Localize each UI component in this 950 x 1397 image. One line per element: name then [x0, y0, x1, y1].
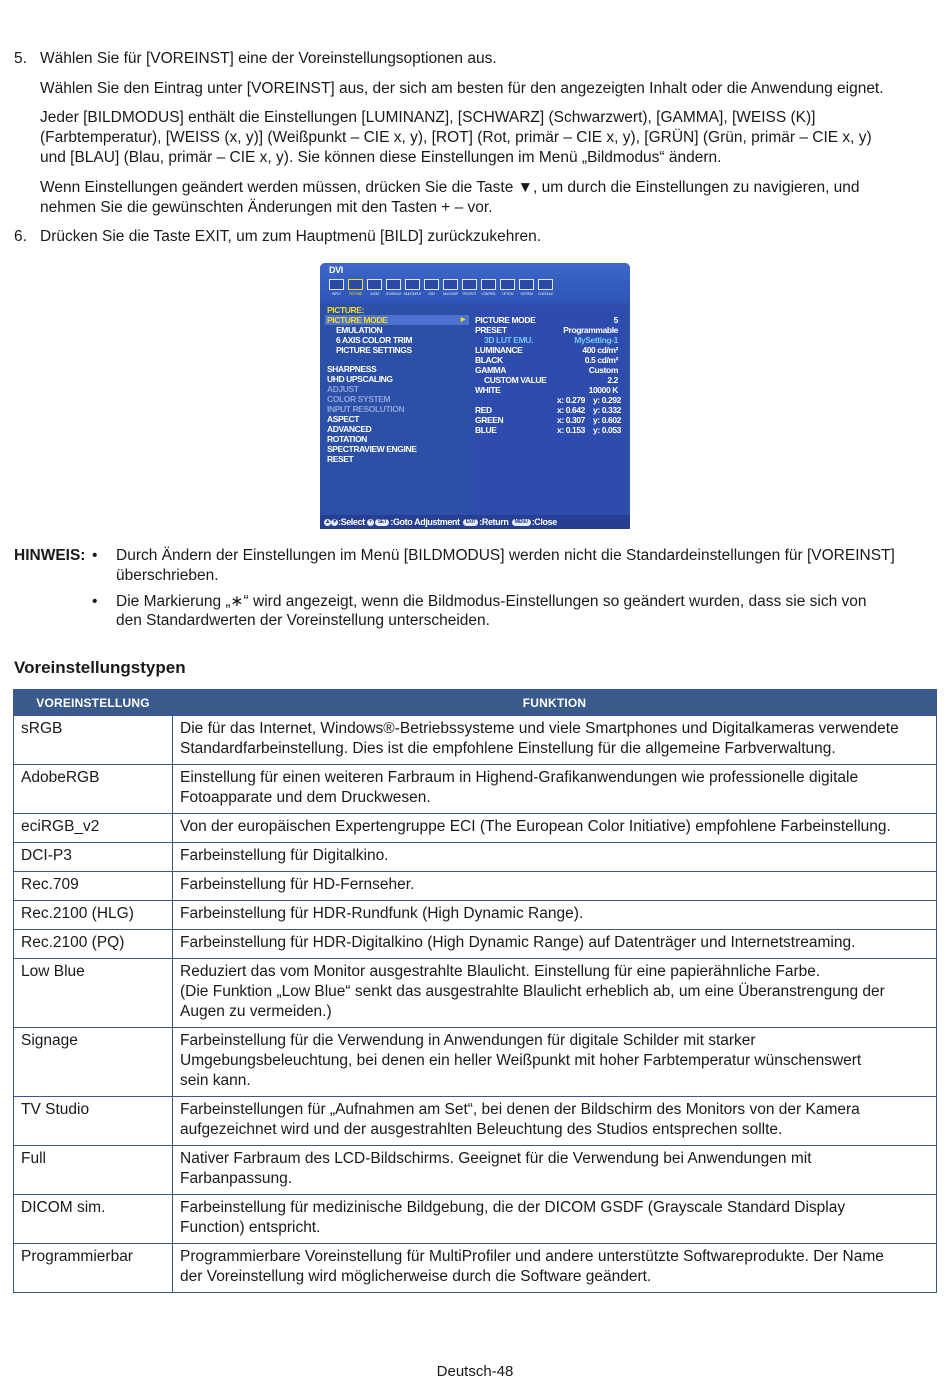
preset-name-cell: AdobeRGB	[14, 765, 173, 814]
osd-setting-label: WHITE	[475, 385, 501, 395]
osd-setting-label: BLUE	[475, 425, 497, 435]
osd-input-icon: INPUT	[328, 279, 345, 301]
osd-multi-dsp-icon: MULTI-DSP	[442, 279, 459, 301]
osd-menu-sharpness: SHARPNESS	[327, 364, 377, 374]
osd-menu-input-resolution: INPUT RESOLUTION	[327, 404, 405, 414]
section-title: Voreinstellungstypen	[14, 658, 186, 677]
osd-select-hint: :Select	[338, 517, 365, 527]
function-text-line: Function) entspricht.	[180, 1219, 321, 1236]
osd-icon-row	[328, 279, 554, 301]
column-header-preset: VOREINSTELLUNG	[14, 690, 173, 716]
preset-function-cell	[173, 843, 937, 872]
up-arrow-icon: ▲	[324, 519, 331, 526]
note-1-line2: überschrieben.	[116, 567, 219, 584]
osd-menu-color-system: COLOR SYSTEM	[327, 394, 391, 404]
table-row	[14, 1146, 937, 1195]
osd-settings-panel	[473, 305, 626, 515]
preset-function-cell	[173, 1195, 937, 1244]
osd-protect-icon: PROTECT	[461, 279, 478, 301]
table-row	[14, 1195, 937, 1244]
function-text-line: Farbanpassung.	[180, 1170, 293, 1187]
table-row	[14, 872, 937, 901]
bullet-icon: •	[92, 593, 98, 610]
function-text-line: (Die Funktion „Low Blue“ senkt das ausgestrahlte Blaulicht erheblich ab, um eine Überanstrengung der	[180, 983, 885, 1000]
preset-function-cell	[173, 1028, 937, 1097]
step-5-number: 5.	[14, 50, 27, 67]
navigation-paragraph-line1: Wenn Einstellungen geändert werden müssen, drücken Sie die Taste ▼, um durch die Einstellungen zu navigieren, und	[40, 179, 860, 196]
preset-name-cell: eciRGB_v2	[14, 814, 173, 843]
osd-input-label: DVI	[329, 265, 343, 275]
osd-schedule-icon: SCHEDULE	[385, 279, 402, 301]
table-row	[14, 1028, 937, 1097]
preset-name-cell: sRGB	[14, 716, 173, 765]
table-row	[14, 814, 937, 843]
osd-menu-color-trim: 6 AXIS COLOR TRIM	[336, 335, 413, 345]
osd-setting-label: GAMMA	[475, 365, 507, 375]
function-text-line: Farbeinstellung für die Verwendung in Anwendungen für digitale Schilder mit starker	[180, 1032, 756, 1049]
table-row	[14, 1097, 937, 1146]
osd-setting-value: x: 0.307	[557, 415, 585, 425]
plus-icon: +	[368, 519, 372, 526]
osd-key-guide	[320, 515, 630, 529]
preset-name-cell: Full	[14, 1146, 173, 1195]
column-header-function: FUNKTION	[173, 690, 937, 716]
preset-function-cell	[173, 872, 937, 901]
osd-setting-value: x: 0.279	[557, 395, 585, 405]
osd-setting-value: x: 0.642	[557, 405, 585, 415]
preset-name-cell: DICOM sim.	[14, 1195, 173, 1244]
table-row	[14, 901, 937, 930]
step-6-text: Drücken Sie die Taste EXIT, um zum Hauptmenü [BILD] zurückzukehren.	[40, 228, 542, 245]
preset-function-cell	[173, 765, 937, 814]
osd-setting-label: GREEN	[475, 415, 504, 425]
osd-menu-list	[325, 305, 473, 515]
osd-picture-icon: PICTURE	[347, 279, 364, 301]
note-label: HINWEIS:	[14, 547, 86, 564]
osd-return-hint: :Return	[479, 517, 509, 527]
preset-function-cell	[173, 930, 937, 959]
osd-menu-rotation: ROTATION	[327, 434, 367, 444]
osd-setting-label: 3D LUT EMU.	[484, 335, 533, 345]
function-text-line: Fotoapparate und dem Druckwesen.	[180, 789, 431, 806]
osd-top-bar	[320, 263, 630, 303]
function-text-line: Farbeinstellung für HDR-Rundfunk (High Dynamic Range).	[180, 905, 584, 922]
preset-name-cell: Rec.2100 (PQ)	[14, 930, 173, 959]
function-text-line: Umgebungsbeleuchtung, bei denen ein heller Weißpunkt mit hoher Farbtemperatur wünschenswert	[180, 1052, 862, 1069]
exit-key-icon: EXIT	[463, 519, 479, 526]
preset-function-cell	[173, 1244, 937, 1293]
picture-mode-paragraph-line2: (Farbtemperatur), [WEISS (x, y)] (Weißpunkt – CIE x, y), [ROT] (Rot, primär – CIE x, y), [GRÜN] (Grün, primär – CIE x, y)	[40, 129, 872, 146]
navigation-paragraph-line2: nehmen Sie die gewünschten Änderungen mit den Tasten + – vor.	[40, 199, 493, 216]
osd-menu-header: PICTURE:	[327, 305, 364, 315]
table-row	[14, 765, 937, 814]
preset-name-cell: Low Blue	[14, 959, 173, 1028]
function-text-line: Nativer Farbraum des LCD-Bildschirms. Geeignet für die Verwendung bei Anwendungen mit	[180, 1150, 812, 1167]
function-text-line: Reduziert das vom Monitor ausgestrahlte Blaulicht. Einstellung für eine papierähnliche Farbe.	[180, 963, 821, 980]
osd-setting-value: 2.2	[607, 375, 618, 385]
osd-setting-value: y: 0.332	[593, 405, 621, 415]
osd-menu-picture-mode: PICTURE MODE ▶	[325, 315, 469, 325]
osd-goto-hint: :Goto Adjustment	[390, 517, 460, 527]
function-text-line: aufgezeichnet wird und der ausgestrahlten Beleuchtung des Studios entsprechen sollte.	[180, 1121, 783, 1138]
osd-setting-label: PRESET	[475, 325, 507, 335]
preset-name-cell: Signage	[14, 1028, 173, 1097]
osd-setting-value: Custom	[588, 365, 618, 375]
osd-system-icon: SYSTEM	[518, 279, 535, 301]
osd-menu-picture-settings: PICTURE SETTINGS	[336, 345, 412, 355]
osd-menu-spectraview: SPECTRAVIEW ENGINE	[327, 444, 417, 454]
function-text-line: Einstellung für einen weiteren Farbraum in Highend-Grafikanwendungen wie professionelle digitale	[180, 769, 859, 786]
function-text-line: Farbeinstellungen für „Aufnahmen am Set“, bei denen der Bildschirm des Monitors von der Kamera	[180, 1101, 860, 1118]
osd-setting-label: BLACK	[475, 355, 503, 365]
osd-setting-value: 5	[613, 315, 618, 325]
function-text-line: Die für das Internet, Windows®-Betriebssysteme und viele Smartphones und Digitalkameras verwendete	[180, 720, 899, 737]
page-number: Deutsch-48	[436, 1363, 514, 1380]
osd-setting-value: y: 0.292	[593, 395, 621, 405]
function-text-line: der Voreinstellung wird möglicherweise durch die Software geändert.	[180, 1268, 652, 1285]
function-text-line: Farbeinstellung für HD-Fernseher.	[180, 876, 415, 893]
step-5-text: Wählen Sie für [VOREINST] eine der Voreinstellungsoptionen aus.	[40, 50, 497, 67]
note-1-line1: Durch Ändern der Einstellungen im Menü [BILDMODUS] werden nicht die Standardeinstellungen für [VOREINST]	[116, 547, 895, 564]
preset-table-body	[14, 716, 937, 1293]
function-text-line: Standardfarbeinstellung. Dies ist die empfohlene Einstellung für die allgemeine Farbverwaltung.	[180, 740, 836, 757]
table-header-row	[14, 690, 937, 716]
menu-key-icon: MENU	[512, 519, 531, 526]
table-row	[14, 959, 937, 1028]
preset-table	[13, 689, 937, 1293]
preset-name-cell: Rec.2100 (HLG)	[14, 901, 173, 930]
function-text-line: Von der europäischen Expertengruppe ECI (The European Color Initiative) empfohlene Farbeinstellung.	[180, 818, 891, 835]
osd-setting-value: 10000 K	[588, 385, 618, 395]
table-row	[14, 716, 937, 765]
table-row	[14, 1244, 937, 1293]
preset-paragraph: Wählen Sie den Eintrag unter [VOREINST] aus, der sich am besten für den angezeigten Inhalt oder die Anwendung eignet.	[40, 80, 884, 97]
picture-mode-paragraph-line3: und [BLAU] (Blau, primär – CIE x, y). Sie können diese Einstellungen im Menü „Bildmodus“ ändern.	[40, 149, 722, 166]
osd-setting-label: LUMINANCE	[475, 345, 523, 355]
osd-osd-icon: OSD	[423, 279, 440, 301]
osd-c-module-icon: C MODULE	[537, 279, 554, 301]
osd-audio-icon: AUDIO	[366, 279, 383, 301]
osd-setting-value: y: 0.602	[593, 415, 621, 425]
preset-name-cell: Programmierbar	[14, 1244, 173, 1293]
function-text-line: Augen zu vermeiden.)	[180, 1003, 332, 1020]
osd-multi-input-icon: MULTI-INPUT	[404, 279, 421, 301]
step-6-number: 6.	[14, 228, 27, 245]
function-text-line: sein kann.	[180, 1072, 251, 1089]
preset-function-cell	[173, 716, 937, 765]
table-row	[14, 843, 937, 872]
osd-setting-value: y: 0.053	[593, 425, 621, 435]
osd-menu-aspect: ASPECT	[327, 414, 360, 424]
preset-function-cell	[173, 1097, 937, 1146]
osd-setting-label: PICTURE MODE	[475, 315, 536, 325]
function-text-line: Farbeinstellung für HDR-Digitalkino (High Dynamic Range) auf Datenträger und Internetstreaming.	[180, 934, 856, 951]
preset-function-cell	[173, 1146, 937, 1195]
bullet-icon: •	[92, 547, 98, 564]
osd-setting-label: CUSTOM VALUE	[484, 375, 547, 385]
set-key-icon: SET	[375, 519, 390, 526]
preset-name-cell: Rec.709	[14, 872, 173, 901]
preset-name-cell: DCI-P3	[14, 843, 173, 872]
osd-menu-reset: RESET	[327, 454, 354, 464]
osd-close-hint: :Close	[531, 517, 557, 527]
note-2-line2: den Standardwerten der Voreinstellung unterscheiden.	[116, 612, 490, 629]
osd-setting-value: MySetting-1	[574, 335, 618, 345]
down-arrow-icon: ▼	[331, 519, 338, 526]
picture-mode-paragraph-line1: Jeder [BILDMODUS] enthält die Einstellungen [LUMINANZ], [SCHWARZ] (Schwarzwert), [GAMMA], [WEISS (K)]	[40, 109, 816, 126]
osd-menu-uhd-upscaling: UHD UPSCALING	[327, 374, 393, 384]
osd-menu-adjust: ADJUST	[327, 384, 359, 394]
osd-setting-value: 400 cd/m²	[582, 345, 618, 355]
preset-function-cell	[173, 959, 937, 1028]
function-text-line: Farbeinstellung für medizinische Bildgebung, die der DICOM GSDF (Grayscale Standard Display	[180, 1199, 846, 1216]
osd-control-icon: CONTROL	[480, 279, 497, 301]
osd-menu-emulation: EMULATION	[336, 325, 383, 335]
osd-menu-advanced: ADVANCED	[327, 424, 372, 434]
preset-function-cell	[173, 901, 937, 930]
osd-setting-value: Programmable	[563, 325, 618, 335]
osd-option-icon: OPTION	[499, 279, 516, 301]
table-row	[14, 930, 937, 959]
function-text-line: Programmierbare Voreinstellung für MultiProfiler und andere unterstützte Softwareprodukte. Der Name	[180, 1248, 884, 1265]
osd-screenshot	[320, 263, 630, 529]
osd-setting-value: 0.5 cd/m²	[584, 355, 618, 365]
note-2-line1: Die Markierung „∗“ wird angezeigt, wenn die Bildmodus-Einstellungen so geändert wurden, dass sie sich von	[116, 593, 867, 610]
preset-name-cell: TV Studio	[14, 1097, 173, 1146]
preset-function-cell	[173, 814, 937, 843]
osd-setting-label: RED	[475, 405, 492, 415]
osd-setting-value: x: 0.153	[557, 425, 585, 435]
function-text-line: Farbeinstellung für Digitalkino.	[180, 847, 389, 864]
